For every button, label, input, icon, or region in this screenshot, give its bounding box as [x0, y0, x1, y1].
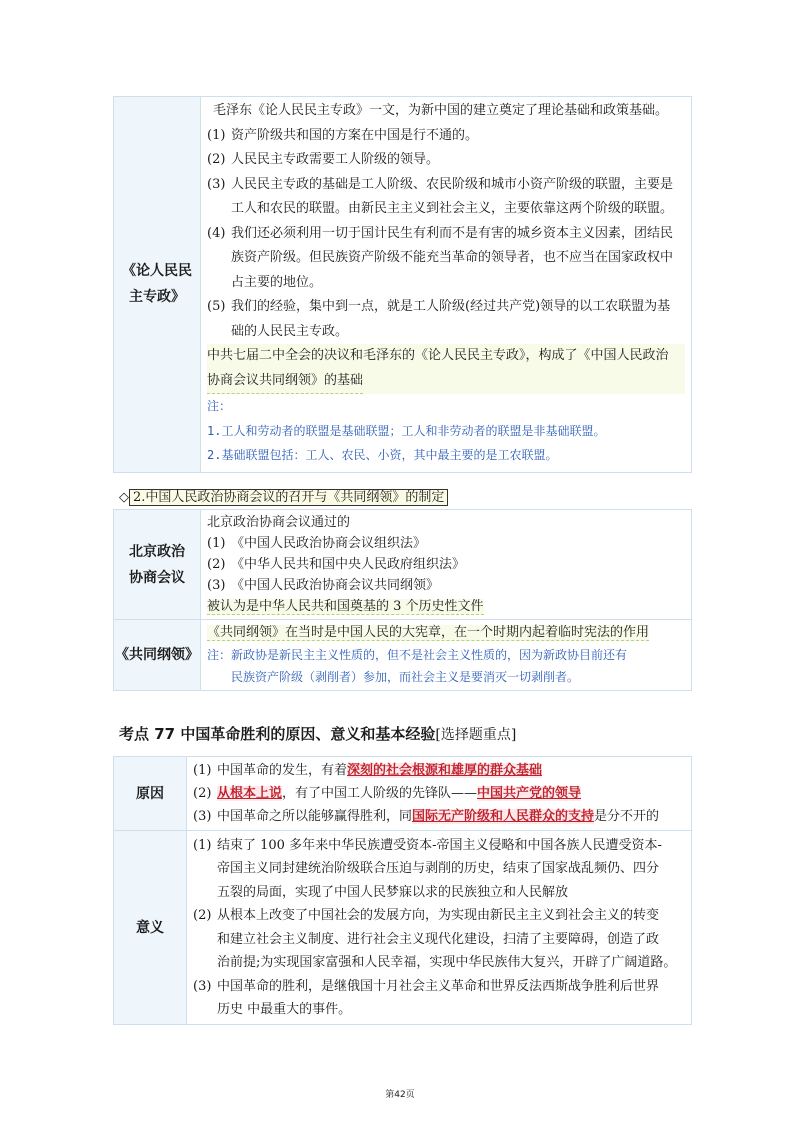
- intro-text: 北京政治协商会议通过的: [207, 515, 351, 530]
- row-label-reasons: 原因: [114, 757, 187, 831]
- document-title: 《中华人民共和国中央人民政府组织法》: [231, 557, 466, 572]
- page-number: 第42页: [385, 1090, 415, 1100]
- meaning-text: 中国革命的胜利，是继俄国十月社会主义革命和世界反法西斯战争胜利后世界: [217, 978, 660, 994]
- item-number: (3): [193, 978, 212, 994]
- principle-line: [207, 271, 685, 296]
- row-content-zhengxie: [201, 510, 692, 620]
- principle-line: [207, 197, 685, 222]
- meaning-text: 五裂的局面，实现了中国人民梦寐以求的民族独立和人民解放: [217, 884, 569, 900]
- meaning-line: [193, 857, 685, 881]
- meaning-line: [193, 904, 685, 928]
- topic-title: [119, 723, 516, 744]
- revolution-victory-table: [113, 756, 692, 1025]
- row-content-gongtong-gangling: [201, 620, 692, 691]
- diamond-icon: ◇: [119, 490, 129, 505]
- meaning-line: [193, 975, 685, 999]
- conclusion-line: 中共七届二中全会的决议和毛泽东的《论人民民主专政》，构成了《中国人民政治: [207, 348, 669, 363]
- reason-text: 是分不开的: [594, 809, 660, 824]
- document-item: [207, 533, 685, 554]
- meaning-list: [193, 834, 685, 1022]
- conclusion-block: [207, 344, 685, 394]
- item-text: 人民民主专政的基础是工人阶级、农民阶级和城市小资产阶级的联盟，主要是: [231, 176, 674, 192]
- item-number: (3): [193, 809, 212, 824]
- item-text: 础的人民民主专政。: [231, 323, 349, 339]
- row-label-gongtong-gangling: 《共同纲领》: [114, 620, 201, 691]
- item-text: 族资产阶级。但民族资产阶级不能充当革命的领导者，也不应当在国家政权中: [231, 250, 674, 265]
- note-line: 1.工人和劳动者的联盟是基础联盟；工人和非劳动者的联盟是非基础联盟。: [207, 423, 606, 438]
- meaning-text: 帝国主义同封建统治阶级联合压迫与剥削的历史，结束了国家战乱频仍、四分: [217, 861, 660, 876]
- topic-tag: [选择题重点]: [435, 727, 517, 743]
- topic-name: 中国革命胜利的原因、意义和基本经验: [180, 725, 436, 743]
- reason-text: ，有了中国工人阶级的先锋队——: [282, 786, 478, 801]
- label-line: 主专政》: [129, 289, 185, 306]
- item-number: (2): [207, 152, 226, 167]
- item-number: (3): [207, 176, 226, 192]
- principle-line: [207, 124, 685, 149]
- item-text: 人民民主专政需要工人阶级的领导。: [231, 152, 440, 167]
- row-content-meaning: [187, 831, 692, 1025]
- meaning-text: 治前提;为实现国家富强和人民幸福，实现中华民族伟大复兴，开辟了广阔道路。: [217, 955, 677, 970]
- reason-item: [193, 805, 685, 828]
- item-number: (2): [207, 557, 226, 572]
- principle-line: [207, 295, 685, 320]
- conclusion-line: 协商会议共同纲领》的基础: [207, 369, 363, 395]
- meaning-text: 从根本上改变了中国社会的发展方向，为实现由新民主主义到社会主义的转变: [217, 908, 660, 923]
- label-line: 协商会议: [129, 569, 185, 586]
- meaning-line: [193, 928, 685, 952]
- meaning-line: [193, 881, 685, 905]
- gangling-text: [207, 622, 685, 644]
- reason-highlight: 中国共产党的领导: [477, 786, 582, 801]
- row-content-lun-renmin-minzhu: [201, 97, 692, 473]
- meaning-line: [193, 998, 685, 1022]
- document-list: [207, 533, 685, 596]
- intro-text: 毛泽东《论人民民主专政》一文，为新中国的建立奠定了理论基础和政策基础。: [213, 103, 669, 118]
- summary-highlight: 被认为是中华人民共和国奠基的 3 个历史性文件: [207, 599, 484, 614]
- item-number: (1): [193, 763, 212, 778]
- item-text: 工人和农民的联盟。由新民主主义到社会主义，主要依靠这两个阶级的联盟。: [231, 201, 674, 216]
- section-heading: [119, 487, 448, 509]
- item-number: (2): [193, 908, 212, 923]
- reason-text: 中国革命之所以能够赢得胜利，同: [217, 809, 413, 824]
- note-line: 民族资产阶级（剥削者）参加，而社会主义是要消灭一切剥削者。: [231, 670, 580, 684]
- item-text: 我们还必须利用一切于国计民生有利而不是有害的城乡资本主义因素，团结民: [231, 225, 674, 241]
- principle-line: [207, 222, 685, 247]
- label-line: 《论人民民: [122, 263, 192, 280]
- meaning-text: 结束了 100 多年来中华民族遭受资本-帝国主义侵略和中国各族人民遭受资本-: [217, 837, 662, 853]
- label-line: 北京政治: [129, 543, 185, 560]
- item-number: (1): [193, 837, 212, 853]
- reason-highlight: 国际无产阶级和人民群众的支持: [412, 809, 595, 824]
- reasons-list: [193, 759, 685, 828]
- principle-list: [207, 124, 685, 345]
- zhengxie-table: [113, 509, 692, 691]
- item-number: (2): [193, 786, 212, 801]
- item-number: (3): [207, 578, 226, 593]
- summary-text: [207, 596, 685, 617]
- meaning-line: [193, 834, 685, 858]
- principle-line: [207, 246, 685, 271]
- row-label-lun-renmin-minzhu: [114, 97, 201, 473]
- document-title: 《中国人民政治协商会议共同纲领》: [231, 578, 440, 593]
- reason-highlight: 深刻的社会根源和雄厚的群众基础: [347, 763, 543, 778]
- document-item: [207, 575, 685, 596]
- row-content-reasons: [187, 757, 692, 831]
- section-title: 2.中国人民政治协商会议的召开与《共同纲领》的制定: [129, 489, 448, 506]
- principle-line: [207, 148, 685, 173]
- document-title: 《中国人民政治协商会议组织法》: [231, 536, 427, 551]
- item-number: (4): [207, 225, 226, 241]
- principle-line: [207, 320, 685, 345]
- reason-text: 中国革命的发生，有着: [217, 763, 348, 778]
- meaning-text: 历史 中最重大的事件。: [217, 1002, 352, 1017]
- reason-item: [193, 782, 685, 805]
- item-text: 我们的经验，集中到一点，就是工人阶级(经过共产党)领导的以工农联盟为基: [231, 299, 671, 314]
- item-number: (1): [207, 536, 226, 551]
- document-item: [207, 554, 685, 575]
- reason-item: [193, 759, 685, 782]
- row-label-zhengxie: [114, 510, 201, 620]
- principle-line: [207, 173, 685, 198]
- note-line: 注：新政协是新民主主义性质的，但不是社会主义性质的，因为新政协目前还有: [207, 648, 628, 662]
- item-number: (1): [207, 127, 226, 143]
- topic-number: 考点 77: [119, 725, 176, 743]
- note-title: 注：: [207, 399, 232, 413]
- meaning-line: [193, 951, 685, 975]
- reason-highlight: 从根本上说: [217, 786, 283, 801]
- gangling-highlight: 《共同纲领》在当时是中国人民的大宪章，在一个时期内起着临时宪法的作用: [207, 625, 650, 640]
- row-label-meaning: 意义: [114, 831, 187, 1025]
- lun-renmin-minzhu-table: [113, 96, 692, 473]
- item-text: 占主要的地位。: [231, 274, 323, 290]
- item-number: (5): [207, 299, 226, 314]
- note-line: 2.基础联盟包括：工人、农民、小资，其中最主要的是工农联盟。: [207, 448, 558, 462]
- meaning-text: 和建立社会主义制度、进行社会主义现代化建设，扫清了主要障碍，创造了政: [217, 931, 660, 947]
- item-text: 资产阶级共和国的方案在中国是行不通的。: [231, 127, 479, 143]
